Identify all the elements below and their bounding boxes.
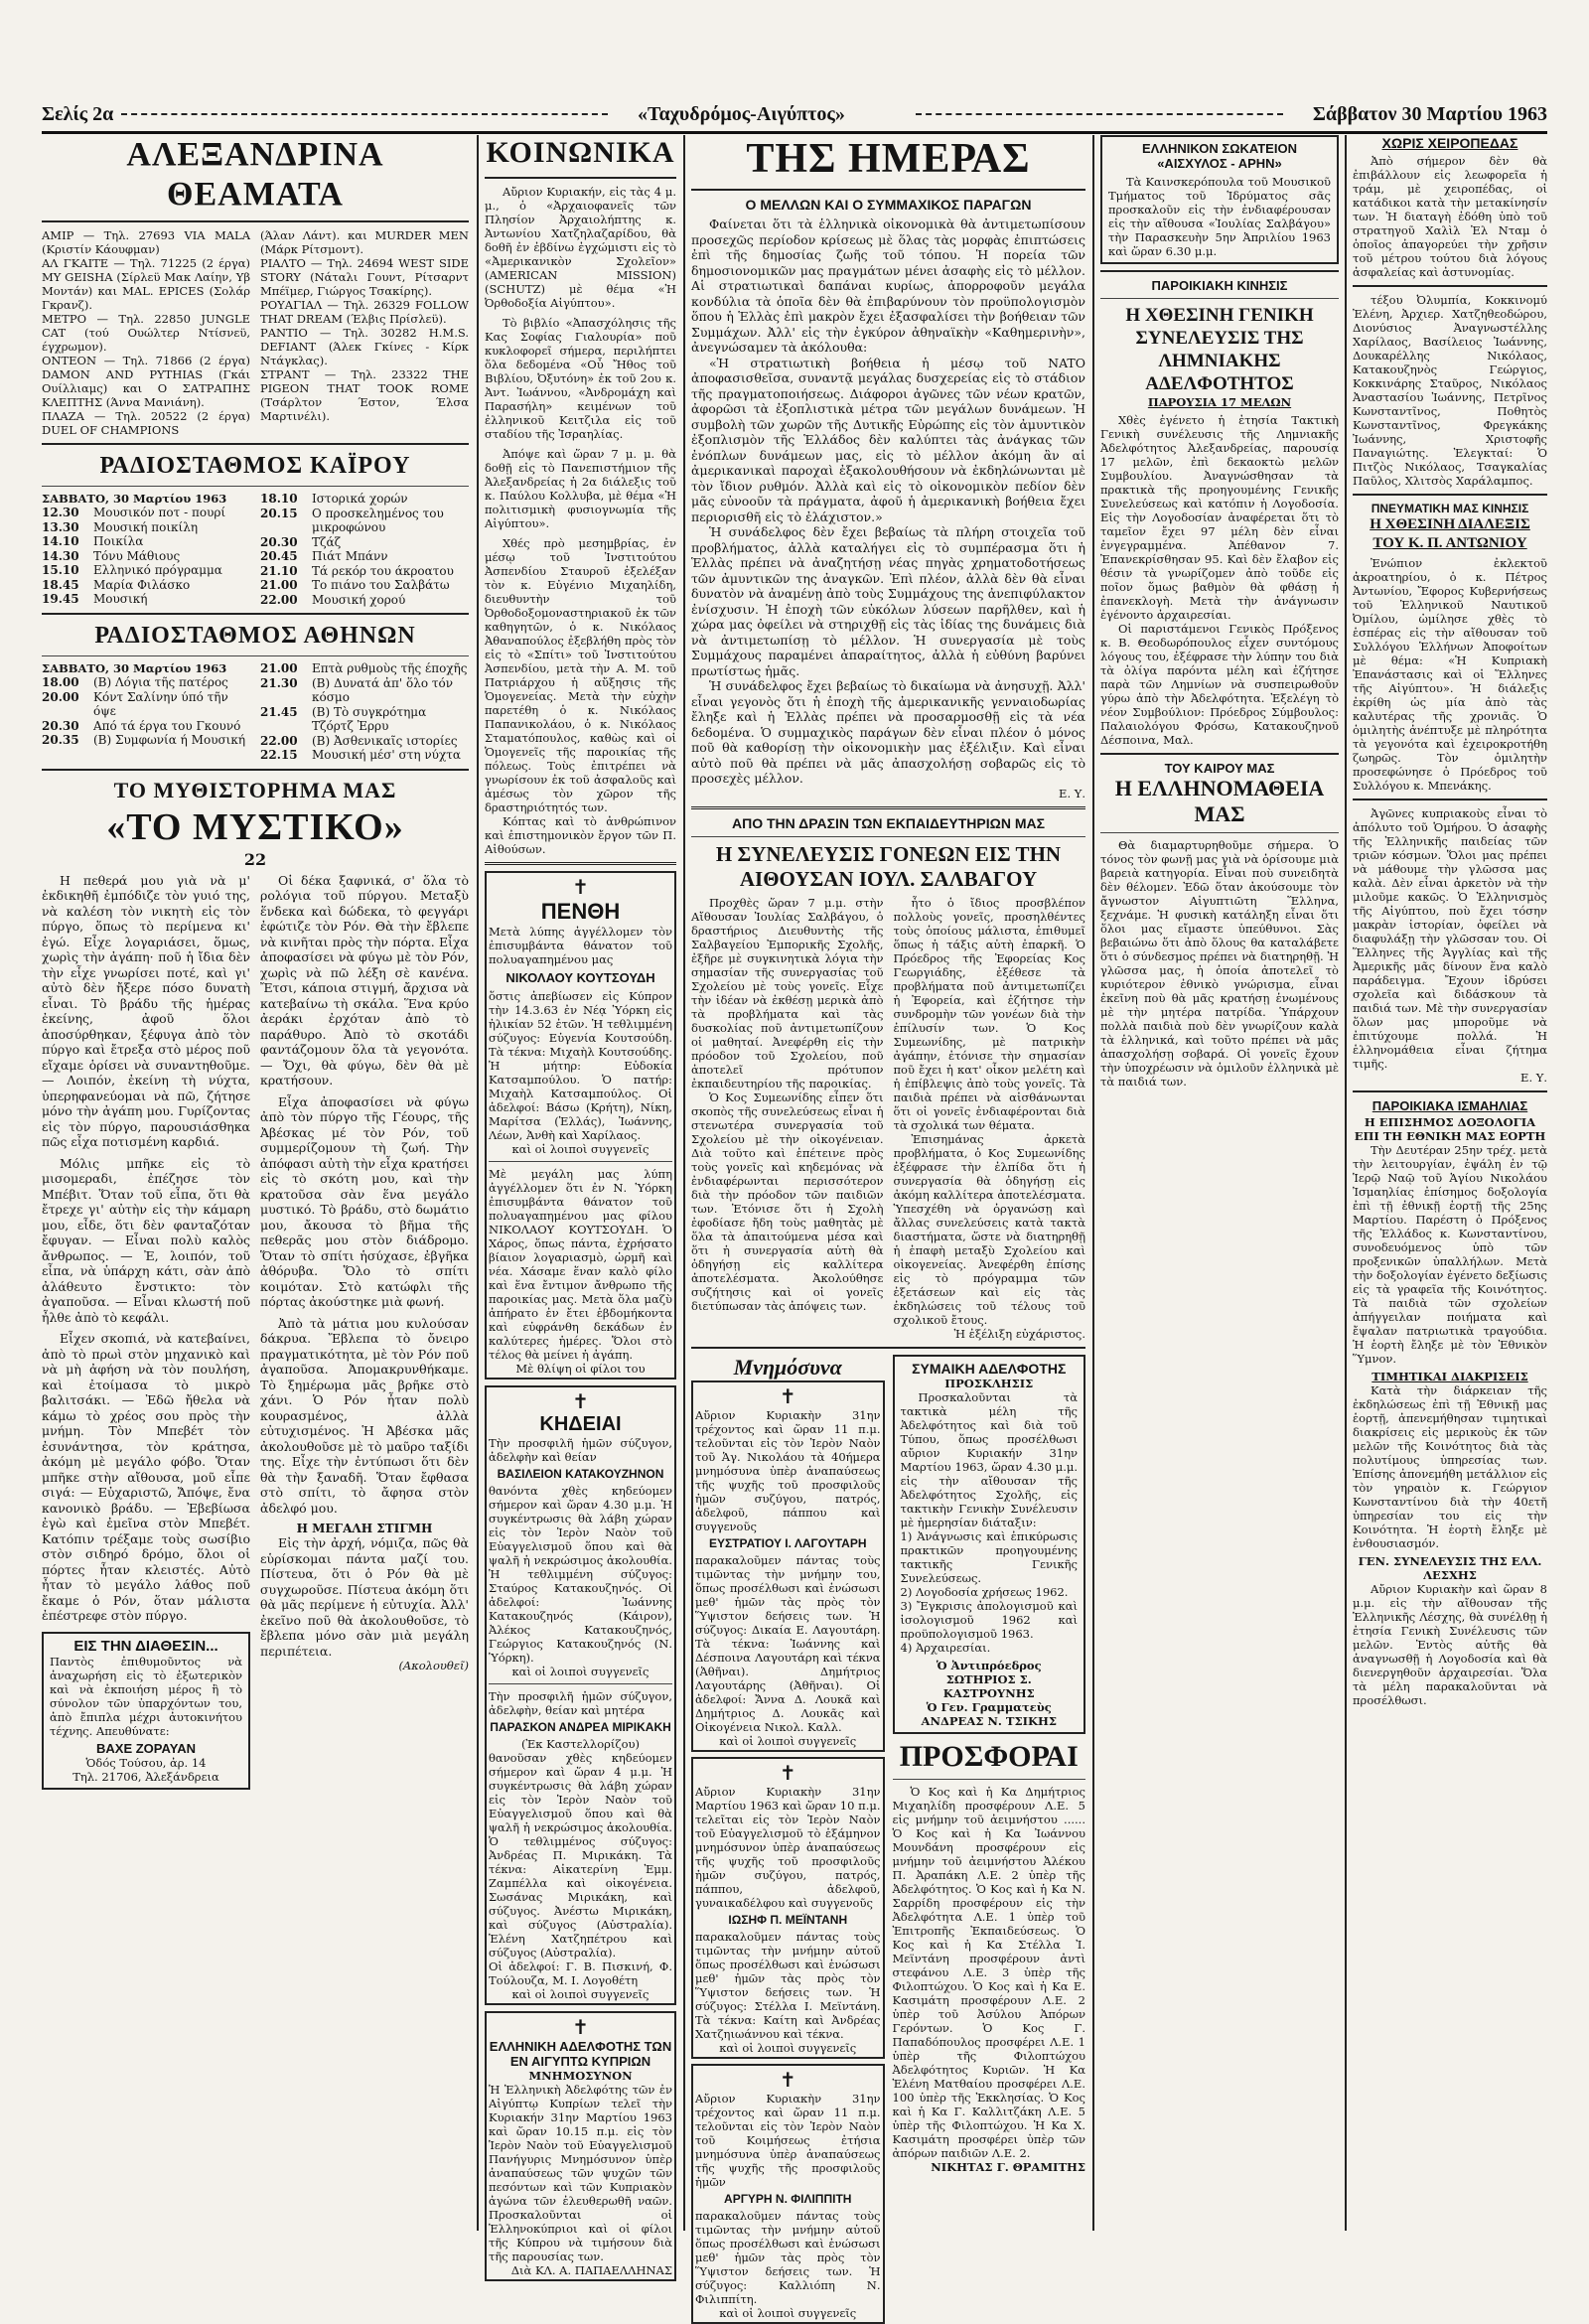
article-paragraph: ἦτο ὁ ἴδιος προσβλέπον πολλοὺς γονεῖς, προσηλθέντες τοὺς ὁποίους μάλιστα, ἐπιθυμεῖ ὅπως ἡ τάξις αὐτὴ ἐπαρκῆ. Ὁ Πρόεδρος τῆς Ἐφορείας Κος Γεωργιάδης, ἐξέθεσε τὰ προβλήματα ποῦ ἀντιμετωπίζει ἡ Ἐφορεία, καὶ ἐζήτησε τὴν συνδρομὴν τῶν γονέων διὰ τὴν ἐπίλυσίν των. Ὁ Κος Συμεωνίδης, μὲ πατρικὴν ἀγάπην, ἐτόνισε τὴν σημασίαν ποῦ ἔχει ἡ κατ' οἶκον μελέτη καὶ ἡ ἐπίβλεψις ἀπὸ τοὺς γονεῖς. Τὰ παιδιὰ πρέπει νὰ αἰσθάνωνται ὅτι οἱ γονεῖς ἐνδιαφέρονται διὰ τὰ σχολικά των θέματα. — [893, 895, 1085, 1132]
article-signature: Ε. Υ. — [1520, 1071, 1547, 1085]
cinema-listing: (Άλαν Λάντ). και MURDER MEN (Μάρκ Ρίτσμοντ). — [260, 228, 469, 256]
radio-row — [260, 748, 469, 763]
theamata-left — [42, 228, 250, 437]
radio-row — [42, 675, 250, 690]
header-rule — [121, 113, 608, 115]
column-divider — [1345, 135, 1347, 2231]
lecture-kicker: ΠΝΕΥΜΑΤΙΚΗ ΜΑΣ ΚΙΝΗΣΙΣ — [1371, 502, 1529, 515]
radio-row — [42, 549, 250, 564]
divider — [485, 862, 676, 865]
cross-icon: ✝ — [572, 875, 589, 899]
radio-row — [42, 506, 250, 520]
cinema-listing: ΠΛΑΖΑ — Τηλ. 20522 (2 έργα) DUEL OF CHAMPIONS — [42, 409, 250, 437]
radio-program: Ιστορικά χορών — [312, 492, 408, 506]
divider — [1353, 1090, 1547, 1092]
radio-program: Τόνυ Μάθιους — [93, 548, 181, 563]
column-divider — [477, 135, 479, 2231]
obituaries-title: ΠΕΝΘΗ — [540, 899, 621, 924]
radio-time: 22.15 — [260, 748, 298, 762]
memorial-notice — [485, 2011, 676, 2281]
parents-title: Η ΣΥΝΕΛΕΥΣΙΣ ΓΟΝΕΩΝ ΕΙΣ ΤΗΝ ΑΙΘΟΥΣΑΝ ΙΟΥΛ. ΣΑΛΒΑΓΟΥ — [715, 841, 1062, 891]
radio-row — [42, 592, 250, 607]
divider — [1353, 799, 1547, 800]
radio-row — [42, 534, 250, 549]
article-paragraph: Ἐπισημάνας ἀρκετὰ προβλήματα, ὁ Κος Συμεωνίδης ἐξέφρασε τὴν ἐλπίδα ὅτι ἡ συνεργασία θὰ ὁδηγήσῃ εἰς ἀκόμη καλλίτερα ἀποτελέσματα. Ὑπεσχέθη νὰ ὀργανώσῃ καὶ ἄλλας συνελεύσεις κατὰ τακτὰ διαστήματα, ὥστε νὰ διατηρηθῇ ἡ ἐπαφὴ μεταξὺ Σχολείου καὶ οἰκογενείας. Ἀνεφέρθη ἐπίσης εἰς τὸ πρόγραμμα τῶν ἐξετάσεων καὶ εἰς τὰς ἐκδηλώσεις τοῦ τέλους τοῦ σχολικοῦ ἔτους. — [893, 1131, 1085, 1327]
ismailia-title: ΠΑΡΟΙΚΙΑΚΑ ΙΣΜΑΗΛΙΑΣ — [1372, 1098, 1528, 1113]
ad-title: ΕΙΣ ΤΗΝ ΔΙΑΘΕΣΙΝ... — [73, 1637, 218, 1655]
radio-row — [260, 593, 469, 608]
radio-program: Ο προσκελημένος του μικροφώνου — [312, 506, 444, 534]
social-item: Αὔριον Κυριακήν, εἰς τὰς 4 μ. μ., ὁ «Ἀρχαιοφανεῖς τῶν Πλησίον Ἀρχαιολήπτης κ. Ἀντωνίου Χατζηλαζαρίδου, θὰ δοθῆ ἐν ἐβδίνω ἐγχώμιστι εἰς τὸ «Ἀμερικανικὸν Σχολεῖον» (AMERICAN MISSION) (SCHUTZ) μὲ θέμα «Ἡ Ὀρθοδοξία Αἰγύπτου». — [485, 185, 676, 310]
ismailia-subtitle: ΤΙΜΗΤΙΚΑΙ ΔΙΑΚΡΙΣΕΙΣ — [1372, 1370, 1528, 1383]
social-item: Κόπτας καὶ τὸ ἀνθρώπινον καὶ ἐπιστημονικὸν ἔργον τῶν Π. Αἰθούσων. — [485, 814, 676, 856]
brotherhood-signature: Ὁ Ἀντιπρόεδρος ΣΩΤΗΡΙΟΣ Σ. ΚΑΣΤΡΟΥΝΗΣ — [936, 1658, 1042, 1700]
agenda-item: 3) Ἔγκρισις ἀπολογισμοῦ καὶ ἰσολογισμοῦ 1962 καὶ προϋπολογισμοῦ 1963. — [900, 1598, 1078, 1641]
ad-phone: Τηλ. 21706, Ἀλεξάνδρεια — [72, 1769, 219, 1784]
social-item: Ἀπόψε καὶ ὥραν 7 μ. μ. θὰ δοθῇ εἰς τὸ Πανεπιστήμιον τῆς Ἀλεξανδρείας ἡ 2α διάλεξις τοῦ κ. Παύλου Κολλυβα, μὲ θέμα «Ἡ πολιτισμικὴ φυσιογνωμία τῆς Αἰγύπτου». — [485, 447, 676, 530]
today-subtitle: Ο ΜΕΛΛΩΝ ΚΑΙ Ο ΣΥΜΜΑΧΙΚΟΣ ΠΑΡΑΓΩΝ — [745, 197, 1032, 213]
article-paragraph: Ἀγῶνες κυπριακοὺς εἶναι τὸ ἀπόλυτο τοῦ Ὁμήρου. Ὁ ἀσαφὴς τῆς Ἑλληνικῆς παιδείας τῶν τριῶν κόσμων. Ὅλοι μας πρέπει νὰ μάθουμε τὴν γλῶσσα μας καλὰ. Δὲν εἶναι ἀρκετὸν νὰ τὴν μιλοῦμε κακῶς. Ὁ Ἑλληνισμὸς τῆς Αἰγύπτου, ποὺ ἔχει τόσην μακρὰν ἱστορίαν, ὀφείλει νὰ διαφυλάξῃ τὴν γλῶσσαν του. Οἱ Ἕλληνες τῆς Ἀγγλίας καὶ τῆς Ἀμερικῆς μᾶς δίνουν ἕνα καλὸ παράδειγμα. Ἔχουν ἱδρύσει σχολεῖα καὶ διδάσκουν τὰ παιδιά των. Μὲ τὴν συνεργασίαν ὅλων μας μποροῦμε νὰ ἐπιτύχουμε πολλά. Ἡ ἑλληνομάθεια εἶναι ζήτημα τιμῆς. — [1353, 806, 1547, 1071]
editorial-paragraph: Ἡ συνάδελφος ἔχει βεβαίως τὸ δικαίωμα νὰ ἀνησυχῇ. Ἀλλ' εἶναι γεγονὸς ὅτι ἡ ἐποχὴ τῆς ἀμερικανικῆς γενναιοδωρίας ἔληξε καὶ ἡ Ἑλλὰς πρέπει νὰ προσαρμοσθῇ εἰς τὰ νέα δεδομένα. Ὁ συμμαχικὸς παράγων δὲν εἶναι πλέον ὁ μόνος ποῦ θὰ καθορίσῃ τὴν οἰκονομικὴν μας ἐξέλιξιν. Καὶ εἶναι αὐτὸ ποῦ θὰ πρέπει νὰ μᾶς ἀπασχολήσῃ σοβαρῶς εἰς τὸ προσεχὲς μέλλον. — [691, 678, 1085, 786]
article-paragraph: Οἱ παριστάμενοι Γενικὸς Πρόξενος κ. Β. Θεοδωρόπουλος εἶχεν συντόμους λόγους του, ἐξέφρασε τὴν λύπην του διὰ τὰ ὀλίγα παρόντα μέλη καὶ ἐζήτησε παρὰ τῶν Λημνίων νὰ συσπειρωθοῦν γύρω ἀπὸ τὴν Ἀδελφότητα. Ἐξελέγη τὸ νέον Συμβούλιον: Πρόεδρος Σύμβουλος: Παλαιολόγου Φρόσω, Κατακουζηνοῦ Δέσποινα, Μαλ. — [1100, 622, 1339, 747]
agenda-item: 4) Ἀρχαιρεσίαι. — [900, 1640, 991, 1655]
memorial-name: ΕΥΣΤΡΑΤΙΟΥ Ι. ΛΑΓΟΥΤΑΡΗ — [708, 1535, 867, 1550]
ad-text: Παντὸς ἐπιθυμοῦντος νὰ ἀναχωρήση εἰς τὸ ἐξωτερικὸν καὶ νὰ ἐκποιήση μέρος ἢ τὸ σύνολον τῶν ὑπαρχόντων του, ἀπὸ ἔπιπλα μέχρι ἀυτοκινήτου τέχνης. Απευθύνατε: — [50, 1654, 242, 1738]
radio-program: Το πιάνο του Σαλβάτω — [312, 578, 450, 592]
divider — [1100, 270, 1339, 272]
radio-program: Μουσική μέσ' στη νύχτα — [312, 748, 461, 762]
center-section — [691, 135, 1085, 2324]
divider — [1353, 494, 1547, 496]
article-signature: Ἡ ἐξέλιξη εὐχάριστος. — [953, 1326, 1085, 1341]
radio-time: 14.30 — [42, 548, 79, 563]
novel-paragraph: Η πεθερά μου γιὰ νὰ μ' ἐκδικηθῆ ἐμπόδιζε τὸν γυιό της, νὰ καλέση τὸν νικητὴ εἰς τὸν πύργο, ὅπως τὸ περίμενα κι' ἐγώ. Εἶχε λογαριάσει, ὅμως, χωρὶς τὴν ἀγάπη· ποῦ ἡ ἴδια δὲν τὴν εἶχε γνωρίσει ποτέ, καὶ γι' αὐτὸ δὲν ἤξερε πόσο δυνατὴ εἶναι. Τὸ βράδυ τῆς ἡμέρας ἐκείνης, ἀφοῦ ὅλοι ἀποσύρθηκαν, ξέφυγα ἀπὸ τὸν πύργο καὶ ἔτρεξα στὸ μέρος ποῦ εἴχαμε ὁρίσει νὰ συναντηθοῦμε. — Λοιπόν, ἐκείνη τὴ νύχτα, ὑπερηφανεύομαι νὰ πῶ, ζήτησε μόνο τὴν ἀγάπη μου. Γυρίζοντας εἰς τὸν πύργο, παρουσιάσθηκα πῶς εἶχα ποτισμένη καρδιά. — [42, 872, 250, 1149]
classified-ad — [42, 1632, 250, 1790]
cross-icon: ✝ — [779, 1383, 796, 1408]
obituaries — [485, 871, 676, 1380]
language-kicker: ΤΟΥ ΚΑΙΡΟΥ ΜΑΣ — [1164, 761, 1275, 776]
novel-subheading: Η ΜΕΓΑΛΗ ΣΤΙΓΜΗ — [296, 1522, 433, 1535]
brotherhood-text: Προσκαλοῦνται τὰ τακτικὰ μέλη τῆς Ἀδελφότητος καὶ διὰ τοῦ Τύπου, ὅπως προσέλθωσι αὔριον Κυριακήν 31ην Μαρτίου 1963, ὥραν 4.30 μ.μ. εἰς τὴν αἴθουσαν τῆς Ἀδελφότητος Σχολῆς, εἰς τακτικὴν Γενικὴν Συνέλευσιν μὲ ἡμερησίαν διάταξιν: — [900, 1389, 1078, 1529]
radio-row — [260, 676, 469, 705]
memorial-notice — [691, 1757, 885, 2059]
memorial-text: παρακαλοῦμεν πάντας τοὺς τιμῶντας τὴν μνήμην αὐτοῦ ὅπως προσέλθωσι καὶ ἑνώσωσι μεθ' ἡμῶν τὰς πρὸς τὸν Ὕψιστον δεήσεις των. Ἡ σύζυγος: Καλλιόπη Ν. Φιλιππίτη. — [695, 2208, 881, 2306]
radio-cairo-left — [42, 492, 250, 607]
divider — [1100, 298, 1339, 299]
radio-time: 14.10 — [42, 534, 79, 548]
radio-cairo-right — [260, 492, 469, 607]
radio-row — [42, 719, 250, 734]
ad-address: Ὁδός Τούσου, ἀρ. 14 — [85, 1755, 207, 1770]
radio-time: 20.00 — [42, 689, 79, 704]
funeral-text: Οἱ ἀδελφοί: Γ. Β. Πισκινή, Φ. Τούλουζα, Μ. Ι. Λογοθέτη — [489, 1960, 672, 1987]
radio-program: Από τά έργα του Γκουνό — [93, 718, 241, 733]
ismailia-subtitle: Η ΕΠΙΣΗΜΟΣ ΔΟΞΟΛΟΓΙΑ ΕΠΙ ΤΗ ΕΘΝΙΚΗ ΜΑΣ ΕΟΡΤΗ — [1354, 1115, 1546, 1143]
cinema-listing: ΑΛ ΓΚΑΙΤΕ — Τηλ. 71225 (2 έργα) MY GEISHA (Σίρλεϋ Μακ Λαίην, Υβ Μοντάν) και MAL. EPICES (Σολάρ Γκρανζ). — [42, 256, 250, 312]
funeral-origin: (Ἐκ Καστελλορίζου) — [520, 1737, 641, 1751]
radio-program: Ελληνικό πρόγραμμα — [93, 563, 222, 577]
novel-paragraph: Εἶχα ἀποφασίσει νὰ φύγω ἀπὸ τὸν πύργο τῆς Γέουρς, τῆς Ἀβέσκας μέ τὸν Ρόν, τοῦ συμμερίζομουν τὴ ζωή. Τὴν ἀπόφασι αὐτὴ τὴν εἶχα κρατήσει εἰς τὸ σκότη μου, καὶ τὴν κρατοῦσα σὰν ἕνα μεγάλο μυστικό. Τὸ βράδυ, στὸ δωμάτιο μου, ἄκουσα τὸ βῆμα τῆς πεθερᾶς μου στὸν διάδρομο. Ὅταν τὸ σπίτι ἡσύχασε, ἐβγῆκα ἀθόρυβα. Ὅλο τὸ σπίτι κοιμόταν. Στὸ κατώφλι τῆς πόρτας ἀκούστηκε μιὰ φωνή. — [260, 1093, 469, 1309]
radio-program: Κόντ Σαλίνην ύπό τῆν όψε — [93, 689, 228, 718]
club-title: ΕΛΛΗΝΙΚΟΝ ΣΩΚΑΤΕΙΟΝ «ΑΙΣΧΥΛΟΣ - ΑΡΗΝ» — [1142, 141, 1297, 171]
radio-program: Τά ρεκόρ του άκροατου — [312, 563, 454, 578]
brotherhood-subtitle: ΠΡΟΣΚΛΗΣΙΣ — [944, 1376, 1034, 1390]
radio-athens-title: ΡΑΔΙΟΣΤΑΘΜΟΣ ΑΘΗΝΩΝ — [94, 623, 416, 649]
radio-time: 18.00 — [42, 675, 79, 689]
cross-icon: ✝ — [572, 2015, 589, 2039]
cross-icon: ✝ — [572, 1389, 589, 1413]
radio-program: Μαρία Φιλάσκο — [93, 577, 191, 592]
newspaper-name: «Ταχυδρόμος-Αιγύπτος» — [638, 103, 845, 125]
divider — [893, 1779, 1086, 1780]
divider — [691, 1347, 1085, 1349]
ismailia-subtitle: ΓΕΝ. ΣΥΝΕΛΕΥΣΙΣ ΤΗΣ ΕΛΛ. ΛΕΣΧΗΣ — [1358, 1554, 1542, 1582]
divider — [42, 613, 469, 615]
radio-athens-right — [260, 661, 469, 763]
article-paragraph: τέξου Ὀλυμπία, Κοκκινομύ Ἐλένη, Ἀρχιερ. Χατζηθεοδώρου, Διονύσιος Ἀναγνωστέλλης Χαρίλαος, Βασίλειος Ἰωάννης, Δουκαρέλλης Νικόλαος, Κατακουζηνὸς Γεώργιος, Κοκκινάρης Σταῦρος, Νικόλαος Ἀναστασίου Ἰωάννης, Πετρῖνος Κωνσταντῖνος, Ποθητὸς Κωνσταντῖνος, Φρεγκάκης Ἰωάννης, Χριστοφῆς Παναγιώτης. Ἐλεγκταί: Ὁ Πιτζὸς Νικόλαος, Τσαγκαλίας Παῦλος, Χλιτσὸς Χαράλαμπος. — [1353, 293, 1547, 488]
lower-center — [691, 1355, 1085, 2324]
divider — [42, 486, 469, 487]
divider — [691, 836, 1085, 837]
radio-time: 20.45 — [260, 549, 298, 563]
handcuffs-title: ΧΩΡΙΣ ΧΕΙΡΟΠΕΔΑΣ — [1381, 135, 1518, 151]
memorial-text: παρακαλοῦμεν πάντας τοὺς τιμῶντας τὴν μνήμην του, ὅπως προσέλθωσι καὶ ἑνώσωσι μεθ' ἡμῶν τὰς πρὸς τὸν Ὕψιστον δεήσεις των. Ἡ σύζυγος: Δικαία Ε. Λαγουτάρη. Τὰ τέκνα: Ἰωάννης καὶ Δέσποινα Λαγουτάρη καὶ τέκνα (Ἀθῆναι). Δημήτριος Λαγουτάρης (Ἀθῆναι). Οἱ ἀδελφοί: Ἄννα Δ. Λουκᾶ καὶ Δημήτριος Δ. Λουκᾶς καὶ Οἰκογένεια Νικολ. Καλλ. — [695, 1552, 881, 1734]
radio-time: 21.30 — [260, 675, 298, 690]
memorial-text: παρακαλοῦμεν πάντας τοὺς τιμῶντας τὴν μνήμην αὐτοῦ ὅπως προσέλθωσι καὶ ἑνώσωσι μεθ' ἡμῶν τὰς πρὸς τὸν Ὕψιστον δεήσεις των. Ἡ σύζυγος: Στέλλα Ι. Μεϊντάνη. Τὰ τέκνα: Καίτη καὶ Ἀνδρέας Χατζηιωάννου καὶ τέκνα. — [695, 1929, 881, 2041]
divider — [42, 443, 469, 445]
cinema-listing: ΡΟΥΑΓΙΑΛ — Τηλ. 26329 FOLLOW THAT DREAM (Έλβις Πρίσλεϋ). — [260, 298, 469, 326]
divider — [1100, 753, 1339, 755]
novel-col-right — [260, 873, 469, 1790]
radio-time: 21.45 — [260, 704, 298, 719]
novel-col-left — [42, 873, 250, 1790]
novel-paragraph: Ἀπὸ τὰ μάτια μου κυλούσαν δάκρυα. Ἔβλεπα τὸ ὄνειρο πραγματικότητα, μὲ τὸν Ρόν ποῦ ἀγαποῦσα. Ἀπομακρυνθήκαμε. Τὸ ξημέρωμα μᾶς βρῆκε στὸ χάνι. Ὁ Ρόν ἦταν πολὺ κουρασμένος, ἀλλὰ εὐτυχισμένος. Ἡ Ἀβέσκα μᾶς ἀκολουθοῦσε μὲ τὸ μαῦρο ταξίδι της. Εἶχε τὴν ἐντύπωσι ὅτι δὲν θὰ τὴν ξαναδῆ. Ὅταν ἔφθασα στὸ σπίτι, τὸ ἄφησα στὸν ἀδελφό μου. — [260, 1315, 469, 1516]
community-title: Η ΧΘΕΣΙΝΗ ΓΕΝΙΚΗ ΣΥΝΕΛΕΥΣΙΣ ΤΗΣ ΛΗΜΝΙΑΚΗΣ ΑΔΕΛΦΟΤΗΤΟΣ — [1125, 305, 1314, 394]
header-rule — [916, 113, 1283, 115]
divider — [42, 655, 469, 656]
memorial-name: ΙΩΣΗΦ Π. ΜΕΪΝΤΑΝΗ — [728, 1912, 848, 1927]
social-item: Τὸ βιβλίο «Ἀπασχόλησις τῆς Κας Σοφίας Γιαλουρία» ποῦ κυκλοφορεῖ σήμερα, περιλήπτει ὅλα δεδομένα «Οὗ Ἤθος τοῦ Βιβλίου, Ὀξυτόνη» ἐκ τοῦ 2ου κ. Ἀντ. Ἰωάννου, «Ἀνδρομάχη καὶ Παρασήλη» κειμένων τοῦ ἐλληνικοῦ Κειτζιλα εἰς τοῦ σταδίου τῆς Ἰσραηλίας. — [485, 316, 676, 441]
club-text: Τὰ Καινσκερόπουλα τοῦ Μουσικοῦ Τμήματος τοῦ Ἱδρύματος σᾶς προσκαλοῦν εἰς τὴν ἐνδιαφέρουσαν εἰς τὴν αἴθουσα «Ἰουλίας Σαλβάγου» τὴν Παρασκευὴν 5ην Ἀπριλίου 1963 καὶ ὥραν 6.30 μ.μ. — [1108, 175, 1331, 258]
obituary-relatives: καὶ οἱ λοιποὶ συγγενεῖς — [511, 1142, 650, 1156]
radio-row — [260, 564, 469, 579]
funeral-name: ΒΑΣΙΛΕΙΟΝ ΚΑΤΑΚΟΥΖΗΝΟΝ — [497, 1467, 664, 1481]
social-title: ΚΟΙΝΩΝΙΚΑ — [486, 136, 675, 169]
memorial-relatives: καὶ οἱ λοιποὶ συγγενεῖς — [719, 2305, 857, 2320]
divider — [1100, 832, 1339, 833]
novel-title: «ΤΟ ΜΥΣΤΙΚΟ» — [106, 805, 404, 848]
radio-program: Τζάζ — [312, 534, 342, 549]
memorial-text: Αὔριον Κυριακὴν 31ην τρέχοντος καὶ ὥραν 11 π.μ. τελοῦνται εἰς τὸν Ἱερὸν Ναὸν τοῦ Ἁγ. Νικολάου τὰ 40ήμερα μνημόσυνα ὑπὲρ ἀναπαύσεως τῆς ψυχῆς τοῦ προσφιλοῦς ἡμῶν συζύγου, πατρός, ἀδελφοῦ, πάππου καὶ συγγενοῦς — [695, 1407, 881, 1533]
social-column — [485, 135, 676, 2281]
memorial-name: ΑΡΓΥΡΗ Ν. ΦΙΛΙΠΠΙΤΗ — [724, 2191, 852, 2206]
today-title: ΤΗΣ ΗΜΕΡΑΣ — [746, 136, 1031, 182]
radio-row — [42, 520, 250, 535]
article-paragraph: Κατὰ τὴν διάρκειαν τῆς ἐκδηλώσεως ἐπὶ τῇ Ἐθνικῇ μας ἑορτῇ, ἀπενεμήθησαν τιμητικαὶ διακρίσεις εἰς μερικοὺς ἐκ τῶν μελῶν τῆς Κοινότητος διὰ τὰς πολυτίμους ὑπηρεσίας των. Ἐπίσης ἀπονεμήθη μετάλλιον εἰς τὸν γηραιὸν κ. Γεώργιον Κωνσταντίνου διὰ τὴν 40ετῆ ὑπηρεσίαν του εἰς τὴν Κοινότητα. Ἡ ἑορτὴ ἔληξε μὲ ἐνθουσιασμόν. — [1353, 1383, 1547, 1550]
radio-program: Μουσικόν ποτ - πουρί — [93, 506, 226, 519]
cinema-listing: ΡΙΑΛΤΟ — Τηλ. 24694 WEST SIDE STORY (Νάταλι Γουντ, Ρίτσαρντ Μπέϊμερ, Γιώργος Τσακίρης). — [260, 256, 469, 298]
divider — [691, 189, 1085, 191]
radio-row — [42, 733, 250, 748]
radio-row — [42, 578, 250, 593]
novel-paragraph: Εἰς τὴν ἀρχή, νόμιζα, πῶς θὰ εὑρίσκομαι πάντα μαζί του. Πίστευα, ὅτι ὁ Ρόν θὰ μὲ συγχωροῦσε. Πίστευα ἀκόμη ὅτι θὰ μᾶς περίμενε ἡ εὐτυχία. Ἀλλ' ἐκεῖνο ποῦ θὰ ἀκολουθοῦσε, τὸ ἔβλεπα μόνο σὰν μιὰ μεγάλη περιπέτεια. — [260, 1535, 469, 1659]
radio-program: Επτὰ ρυθμοὺς τῆς έποχῆς — [312, 661, 468, 675]
radio-program: (Β) Λόγια τῆς πατέρος — [93, 675, 228, 689]
radio-athens-left — [42, 661, 250, 763]
memorial-text: Αὔριον Κυριακὴν 31ην τρέχοντος καὶ ὥραν 11 π.μ. τελοῦνται εἰς τὸν Ἱερὸν Ναὸν τοῦ Κοιμήσεως ἐτήσια μνημόσυνα ὑπὲρ ἀναπαύσεως τῆς ψυχῆς τῆς προσφιλοῦς ἡμῶν — [695, 2091, 881, 2189]
page-header — [42, 99, 1547, 129]
radio-program: Μουσική χορού — [312, 592, 406, 607]
funeral-relatives: καὶ οἱ λοιποὶ συγγενεῖς — [511, 1665, 650, 1678]
brotherhood-column — [893, 1355, 1086, 2324]
radio-time: 18.10 — [260, 492, 298, 506]
divider — [489, 1683, 672, 1684]
page-number: Σελίς 2α — [42, 103, 114, 125]
lecture-title: Η ΧΘΕΣΙΝΗ ΔΙΑΛΕΞΙΣ ΤΟΥ Κ. Π. ΑΝΤΩΝΙΟΥ — [1370, 516, 1530, 551]
parents-columns — [691, 896, 1085, 1341]
obituary-name: ΝΙΚΟΛΑΟΥ ΚΟΥΤΣΟΥΔΗ — [506, 970, 655, 985]
radio-row — [260, 492, 469, 507]
memorial-notice — [691, 2064, 885, 2324]
radio-program: (Β) Ἀσθενικαῖς ιστορίες — [312, 733, 458, 748]
novel-paragraph: Εἶχεν σκοπιά, νὰ κατεβαίνει, ἀπὸ τὸ πρωὶ στὸν μηχανικὸ καὶ νὰ μὴ ἀφήση νὰ τὸν πουλήση, καὶ ἐτοίμασα τὸ μικρὸ βαλιτσάκι. — Ἐδῶ ἤθελα νὰ κάμω τὸ χρέος σου πρὸς τὴν μνήμη. Τὸν Μπεβέτ τὸν ἐσυνάντησα, τὸν κράτησα, ἀκόμη μὲ μεγάλο φόβο. Ὅταν μπῆκε στὴν αἴθουσα, μοῦ εἶπε σιγά: — Εὐχαριστῶ, Ἄπόψε, ἔνα κανονικὸ βράδυ. — Ἐβεβίωσα ἐγὼ καὶ ἐμεῖνα στὸν Μπεβέτ. Κατόπιν τρέξαμε τοὺς σωσίβιο στὸν σιδηρό δρόμο, ὅλοι οἱ πόρτες ἦταν κλειστές. Αὐτὸ ἦταν τὸ μεγάλο λάθος ποῦ ἔκαμε ὁ Ρόν, ὅταν μάλιστα ἐπέστρεφε στὸν πύργο. — [42, 1331, 250, 1623]
radio-time: 20.30 — [42, 718, 79, 733]
novel-kicker: ΤΟ ΜΥΘΙΣΤΟΡΗΜΑ ΜΑΣ — [113, 777, 397, 802]
radio-time: 21.10 — [260, 563, 298, 578]
radio-row — [260, 578, 469, 593]
radio-time: 20.15 — [260, 506, 298, 520]
memorial-relatives: καὶ οἱ λοιποὶ συγγενεῖς — [719, 2040, 857, 2055]
funerals — [485, 1385, 676, 2005]
editorial-signature: Ε. Υ. — [1059, 786, 1085, 800]
article-paragraph: Αὔριον Κυριακὴν καὶ ὥραν 8 μ.μ. εἰς τὴν αἴθουσαν τῆς Ἑλληνικῆς Λέσχης, θὰ συνέλθῃ ἡ ἐτησία Γενικὴ Συνέλευσις τῶν μελῶν. Ἐντὸς αὐτῆς θὰ ἀναγνωσθῇ ἡ Λογοδοσία καὶ θὰ διενεργηθοῦν ἀρχαιρεσίαι. Ὅλα τὰ μέλη παρακαλοῦνται νὰ προσέλθωσι. — [1353, 1582, 1547, 1707]
offerings-text: Ὁ Κος καὶ ἡ Κα Δημήτριος Μιχαηλίδη προσφέρουν Λ.Ε. 5 εἰς μνήμην τοῦ ἀειμνήστου ...... Ὁ Κος καὶ ἡ Κα Ἰωάννου Μουνδάνη προσφέρουν εἰς μνήμην τοῦ ἀειμνήστου Ἀλέκου Π. Ἀραπάκη Λ.Ε. 2 ὑπὲρ τῆς Ἀδελφότητος. Ὁ Κος καὶ ἡ Κα Ν. Σαρρίδη προσφέρουν εἰς τὴν Ἀδελφότητα Λ.Ε. 1 ὑπὲρ τοῦ Ἐπιτροπῆς Ἐκπαιδεύσεως. Ὁ Κος καὶ ἡ Κα Στέλλα Ἰ. Μεϊντάνη προσφέρουν ἀντὶ στεφάνου Λ.Ε. 3 ὑπὲρ τῆς Φιλοπτώχου. Ὁ Κος καὶ ἡ Κα Ε. Κασιμάτη προσφέρουν Λ.Ε. 2 ὑπὲρ τοῦ Ἀσύλου Ἀπόρων Γερόντων. Ὁ Κος Γ. Παπαδόπουλος προσφέρει Λ.Ε. 1 ὑπὲρ τῆς Φιλοπτώχου Ἀδελφότητος Κυριῶν. Ἡ Κα Ἑλένη Ματθαίου προσφέρει Λ.Ε. 100 ὑπὲρ τῆς Ἐκκλησίας. Ὁ Κος καὶ ἡ Κα Γ. Καλλιτζάκη Λ.Ε. 5 ὑπὲρ τῆς Φιλοπτώχου. Ἡ Κα Χ. Κασιμάτη προσφέρει ὑπὲρ τῶν ἀπόρων παιδιῶν Λ.Ε. 2. — [892, 1784, 1085, 2160]
brotherhood-signature: Ὁ Γεν. Γραμματεὺς ΑΝΔΡΕΑΣ Ν. ΤΣΙΚΗΣ — [921, 1699, 1057, 1728]
radio-row — [260, 507, 469, 535]
radio-program: Ποικίλα — [93, 534, 144, 548]
radio-row — [42, 563, 250, 578]
right-section — [1353, 135, 1547, 1707]
divider — [42, 220, 469, 222]
radio-time: 15.10 — [42, 563, 79, 577]
article-paragraph: Προχθὲς ὥραν 7 μ.μ. στὴν Αἴθουσαν Ἰουλίας Σαλβάγου, ὁ δραστήριος Διευθυντὴς τῆς Σαλβαγείου Ἐμπορικῆς Σχολῆς, ἐξῆρε μὲ συγκινητικὰ λόγια τὴν σημασίαν τῆς συνεργασίας τοῦ Σχολείου μὲ τοὺς γονεῖς. Εἶχε τὴν ἰδέαν νὰ ἐκθέσῃ μερικὰ ἀπὸ τὰ προβλήματα καὶ τὰς δυσκολίας ποῦ ἀντιμετωπίζουν οἱ μαθηταί. Ἀνεφέρθη εἰς τὴν πρόοδον τοῦ Σχολείου, ποῦ ἀποτελεῖ πρότυπον ἐκπαιδευτηρίου τῆς παροικίας. — [691, 895, 884, 1090]
memorial-text: Αὔριον Κυριακὴν 31ην Μαρτίου 1963 καὶ ὥραν 10 π.μ. τελεῖται εἰς τὸν Ἱερὸν Ναὸν τοῦ Εὐαγγελισμοῦ τὸ ἑξάμηνον μνημόσυνον ὑπὲρ ἀναπαύσεως τῆς ψυχῆς τοῦ προσφιλοῦς ἡμῶν συζύγου, πατρός, πάππου, ἀδελφοῦ, γυναικαδέλφου καὶ συγγενοῦς — [695, 1784, 881, 1910]
radio-row — [260, 705, 469, 734]
radio-row — [42, 690, 250, 719]
memorial-notice — [691, 1380, 885, 1752]
agenda-item: 2) Λογοδοσία χρήσεως 1962. — [900, 1584, 1069, 1599]
radio-program: Πιάτ Μπάνν — [312, 549, 388, 563]
radio-time: 19.45 — [42, 592, 79, 606]
editorial-paragraph: Ἡ συνάδελφος δὲν ἔχει βεβαίως τὰ πλήρη στοιχεῖα τοῦ προβλήματος, ἀλλὰ καταλήγει εἰς τὸ συμπέρασμα ὅτι ἡ Ἑλλὰς πρέπει νὰ ἀναζητήσῃ νέας πηγὰς χρηματοδοτήσεως τῶν ἀμυντικῶν της ἀναγκῶν. Ἐπὶ πλέον, ἀλλὰ δὲν θὰ εἶναι δυνατὸν νὰ ἀναμένῃ ἀπὸ τοὺς Συμμάχους της ἀνεπιφύλακτον ἐνίσχυσιν. Ἡ ἐποχὴ τῶν εὐκόλων λύσεων παρῆλθεν, καὶ ἡ χώρα μας ὀφείλει νὰ στηριχθῇ εἰς τὰς ἰδίας της δυνάμεις διὰ νὰ ἀντιμετωπίσῃ τὸ μέλλον. Ἡ συνεργασία μὲ τοὺς Συμμάχους παραμένει ἀπαραίτητος, ἀλλὰ ἡ εὐθύνη βαρύνει πρωτίστως ἡμᾶς. — [691, 524, 1085, 678]
funerals-title: ΚΗΔΕΙΑΙ — [539, 1413, 622, 1435]
ad-name: ΒΑΧΕ ΖΟΡΑΥΑΝ — [96, 1740, 196, 1756]
parents-col-right — [894, 896, 1086, 1341]
radio-row — [260, 661, 469, 676]
cross-icon: ✝ — [779, 2067, 796, 2092]
memorials — [691, 1355, 885, 2324]
radio-time: 22.00 — [260, 592, 298, 607]
radio-date: ΣΑΒΒΑΤΟ, 30 Μαρτίου 1963 — [42, 492, 227, 506]
divider — [485, 177, 676, 179]
left-section — [42, 135, 469, 1790]
article-paragraph: Θὰ διαμαρτυρηθοῦμε σήμερα. Ὁ τόνος τὸν φωνῇ μας γιὰ νὰ ὁρίσουμε μιὰ βαρειὰ κατηγορία. Εἶναι ποὺ συνειδητὰ δὲν θέλομεν. Ἐδῶ ὅταν ἀκούσουμε τὸν ἄγνωστον Αἰγυπτιῶτη Ἕλληνα, ξεχνάμε. Ἡ φυσικὴ κατάληξη εἶναι ὅτι ὅλοι μας εἴμαστε ὑπεύθυνοι. Σὰς βεβαιώνω ὅτι ἀπὸ ὅλους θα καταλάβετε ὅτι ὁ σύνδεσμος πρέπει νὰ διατηρηθῇ. Ἡ γλῶσσα μας, ἡ ὁποία ἀποτελεῖ τὸ κυριότερον ἐθνικὸ γνώρισμα, εἶναι ἐκεῖνη ποὺ θὰ μᾶς κρατήσῃ ἑνωμένους μὲ τὴν μητέρα πατρίδα. Ὑπάρχουν πολλὰ παιδιὰ ποὺ δὲν γνωρίζουν καλὰ τὰ ἑλληνικά, καὶ τοῦτο πρέπει νὰ μᾶς ἀπασχολήσῃ σοβαρά. Οἱ γονεῖς ἔχουν τὴν ὑποχρέωσιν νὰ ὁμιλοῦν ἑλληνικὰ μὲ τὰ παιδιά των. — [1100, 838, 1339, 1089]
column-divider — [683, 135, 685, 2231]
novel-continues: (Ακολουθεῖ) — [398, 1659, 469, 1672]
obituary-relatives: Μὲ θλίψη οἱ φίλοι του — [515, 1362, 646, 1376]
memorial-title: ΕΛΛΗΝΙΚΗ ΑΔΕΛΦΟΤΗΣ ΤΩΝ ΕΝ ΑΙΓΥΠΤΩ ΚΥΠΡΙΩΝ — [489, 2039, 672, 2069]
radio-athens-schedule — [42, 661, 469, 763]
column-divider — [1092, 135, 1094, 2231]
divider — [42, 769, 469, 771]
novel-paragraph: Μόλις μπῆκε εἰς τὸ μισομεραδι, ἐπέζησε τὸν Μπέβιτ. Ὅταν τοῦ εἶπα, ὅτι θὰ ἔτρεχε γι' αὐτὴν εἰς τὴν κάμαρη μου, εἶδε, ὅτι δὲν φανταζόταν ἔφυγαν. — Εἶναι πολὺ καλὸς ἄνθρωπος. — Ἐ, λοιπόν, τοῦ εἶπα, νὰ ὑπάρχη κάτι, σὰν ἀπὸ ἀλάθευτο ἔνστικτο: τὸν ἀγαποῦσα. — Εἶναι κλωστή ποῦ ἦλθε ἀπὸ τὸ κεφάλι. — [42, 1155, 250, 1325]
funeral-relatives: καὶ οἱ λοιποὶ συγγενεῖς — [511, 1987, 650, 2001]
cinema-listing: ΜΕΤΡΟ — Τηλ. 22850 JUNGLE CAT (τού Ουώλτερ Ντίσνεϋ, έγχρωμον). — [42, 312, 250, 354]
article-paragraph: Ὁ Κος Συμεωνίδης εἶπεν ὅτι σκοπὸς τῆς συνελεύσεως εἶναι ἡ στενωτέρα συνεργασία τοῦ Σχολείου μὲ τὴν οἰκογένειαν. Διὰ τοῦτο καὶ ἐπέτεινε πρὸς τοὺς γονεῖς καὶ κηδεμόνας νὰ ἐνδιαφέρωνται περισσότερον διὰ τὴν πρόοδον τῶν παιδιῶν των. Ἐτόνισε ὅτι ἡ Σχολὴ ἐφοδίασε ἤδη τοὺς μαθητὰς μὲ ὅλα τὰ ἀπαιτούμενα μέσα καὶ ὅτι ἡ συνεργασία αὐτὴ θὰ ὁδηγήσῃ εἰς καλλίτερα ἀποτελέσματα. Ἀκολούθησε συζήτησις καὶ οἱ γονεῖς διετύπωσαν τὰς ἀπόψεις των. — [691, 1089, 884, 1313]
novel-columns — [42, 873, 469, 1790]
radio-time: 22.00 — [260, 733, 298, 748]
community-kicker: ΠΑΡΟΙΚΙΑΚΗ ΚΙΝΗΣΙΣ — [1151, 278, 1288, 293]
club-notice — [1100, 135, 1339, 264]
memorial-relatives: καὶ οἱ λοιποὶ συγγενεῖς — [719, 1733, 857, 1748]
article-paragraph: Χθὲς ἐγένετο ἡ ἐτησία Τακτικὴ Γενικὴ συνέλευσις τῆς Λημνιακῆς Ἀδελφότητος Ἀλεξανδρείας, παρουσίᾳ 17 μελῶν, ἐπὶ δεκαοκτὼ μελῶν Συμβουλίου. Ἀναγνώσθησαν τὰ πρακτικὰ τῆς προηγουμένης Γενικῆς Συνελεύσεως καὶ κατόπιν ἡ Λογοδοσία. Εἰς τὴν Λογοδοσίαν ἀναφέρεται ὅτι τὸ ταμεῖον ἔχει 97 μέλη δὲν εἶναι ἐνγεγραμμένα. Ἀπέθανον 7. Ἐπανεκρίσθησαν 95. Καὶ δὲν ἔλαβον εἰς θέσιν τὰ γνωρίζομεν ἀπὸ τοῦδε εἰς ποῖον ὅμως βαθμὸν θὰ φθάσῃ ἡ ἐπανεκλογὴ. Μετὰ τὴν ἀνάγνωσιν ἐγένοντο ἀρχαιρεσίαι. — [1100, 413, 1339, 622]
funeral-text: θανοῦσαν χθὲς κηδεύομεν σήμερον καὶ ὥραν 4 μ.μ. Ἡ συγκέντρωσις θὰ λάβη χώραν εἰς τὸν Ἱερὸν Ναὸν τοῦ Εὐαγγελισμοῦ ὅπου καὶ θὰ ψαλῆ ἡ νεκρώσιμος ἀκολουθία. Ὁ τεθλιμμένος σύζυγος: Ἀνδρέας Π. Μιρικάκη. Τὰ τέκνα: Αἰκατερίνη Ἐμμ. Ζαμπέλλα καὶ οἰκογένεια. Σωσάνας Μιρικάκη, καὶ σύζυγος. Ἀνέστω Μιρικάκη, καὶ σύζυγος (Αὐστραλία). Ἑλένη Χατζηπέτρου καὶ σύζυγος (Αὐστραλία). — [489, 1751, 672, 1960]
obituary-text: ὅστις ἀπεβίωσεν εἰς Κύπρον τὴν 14.3.63 ἐν Νέᾳ Ὑόρκη εἰς ἡλικίαν 52 ἐτῶν. Ἡ τεθλιμμένη σύζυγος: Εὐγενία Κουτσούδη. Τὰ τέκνα: Μιχαὴλ Κουτσούδης. Ἡ μήτηρ: Εὐδοκία Κατσαμπούλου. Ὁ πατήρ: Μιχαὴλ Κατσαμπούλος. Οἱ ἀδελφοί: Βάσω (Κρήτη), Νίκη, Μαρίτσα (Ἑλλάς), Ἰωάννης, Λέων, Ἀνθὴ καὶ Χαρίλαος. — [489, 989, 672, 1142]
divider — [1353, 285, 1547, 287]
brotherhood-title: ΣΥΜΑΙΚΗ ΑΔΕΛΦΟΤΗΣ — [912, 1360, 1067, 1377]
funeral-intro: Τὴν προσφιλῆ ἡμῶν σύζυγον, ἀδελφὴν καὶ θείαν — [489, 1436, 672, 1464]
theamata-listings — [42, 228, 469, 437]
obituary-text: Μὲ μεγάλη μας λύπη ἀγγέλλομεν ὅτι ἐν Ν. Ὑόρκη ἐπισυμβάντα θάνατον τοῦ πολυαγαπημένου μας φίλου ΝΙΚΟΛΑΟΥ ΚΟΥΤΣΟΥΔΗ. Ὁ Χάρος, ὅπως πάντα, ἐχρήσατο βίαιον λογαριασμὸ, ὡρμῆ καὶ νέα. Χάσαμε ἕναν καλὸ φίλο καὶ ἕνα ἔντιμον ἄνθρωπο τῆς παροικίας μας. Μετὰ ὅλα μαζὺ ἀπήρατο ἐν ἔτει ἑβδομήκοντα καὶ εὐφράνθη δεκάδων ἐν καλύτερες ἡμέρες. Ὅλοι στὸ τέλος θὰ μείνει ἡ ἀγάπη. — [489, 1167, 672, 1362]
social-item: Χθές πρὸ μεσημβρίας, ἐν μέσῳ τοῦ Ἰνστιτούτου Ἀσπενδίου Σταυροῦ ἐξελέξαν τὸν κ. Εὐγένιο Μιχαηλίδη, διευθυντὴν τοῦ Ὀρθοδοξομοναστηριακοῦ ἐκ τῶν καθηγητῶν, ὁ κ. Νικόλαος Ἀθαναπούλος ἐξεβλήθη πρὸς τὸν εἰς τὸ «Σπίτι» τοῦ Ἰνστιτούτου Ἀσπενδίου, μετὰ τὴν Α. Μ. τοῦ Πατριάρχου ἡ αὔξησις τῆς Ὁμογενείας. Μετὰ τὴν εὐχὴν παρετέθη ὁ κ. Νικόλαος Παπανικολάου, ὁ κ. Νικόλαος Σταματόπουλος, καθὼς καὶ οἱ Ὁμογενεῖς τῆς παροικίας τῆς πόλεως. Τοὺς ἐπιτρέπει νὰ γνωρίσουν ἐκ τοῦ ἀσφαλοῦς καὶ ἀμέσως τὸν χῶρον τῆς δραστηριότητός των. — [485, 536, 676, 814]
radio-program: Μουσική ποικίλη — [93, 519, 199, 534]
funeral-text: θανόντα χθὲς κηδεύομεν σήμερον καὶ ὥραν 4.30 μ.μ. Ἡ συγκέντρωσις θὰ λάβη χώραν εἰς τὸν Ἱερὸν Ναὸν τοῦ Εὐαγγελισμοῦ ὅπου καὶ θὰ ψαλῆ ἡ νεκρώσιμος ἀκολουθία. Ἡ τεθλιμμένη σύζυγος: Σταύρος Κατακουζηνός. Οἱ ἀδελφοί: Ἰωάννης Κατακουζηνός (Κάιρον), Ἀλέκος Κατακουζηνός, Γεώργιος Κατακουζηνός (Ν. Ὑόρκη). — [489, 1484, 672, 1665]
radio-time: 21.00 — [260, 578, 298, 592]
radio-program: (Β) Συμφωνία ή Μουσική — [93, 733, 246, 747]
obituary-intro: Μετὰ λύπης ἀγγέλλομεν τὸν ἐπισυμβάντα θάνατον τοῦ πολυαγαπημένου μας — [489, 925, 672, 966]
editorial-paragraph: «Ἡ στρατιωτικὴ βοήθεια ἡ μέσῳ τοῦ NATO ἀποφασισθεῖσα, συναντᾷ μεγάλας δυσχερείας εἰς τὸ στάδιον τῆς πραγματοποιήσεως. Διάφοροι ἀγῶνες τῶν νέων κρατῶν, ἀφορῶσι τὰ ἐξοπλιστικὰ μέτρα τῶν μεγάλων δυνάμεων. Ἡ συμβολὴ τῶν χωρῶν τῆς Δυτικῆς Εὐρώπης εἰς τὸν ἀμυντικὸν ἐξοπλισμὸν τῆς Ἑλλάδος δὲν καλύπτει τὰς ἀνάγκας τῶν ἐνόπλων δυνάμεων μας, εἰς τὸ μέλλον ἀκόμη ἂν αἱ ἀμερικανικαὶ παροχαὶ ἐξακολουθήσουν νὰ ἐκδηλώνωνται μὲ τὸν ἴδιον ρυθμόν. Ἀλλὰ καὶ εἰς τὸ οἰκονομικὸν πεδίον δὲν μᾶς εὐνοοῦν τὰ πράγματα, ἀφοῦ ἡ ἀμερικανικὴ βοήθεια ἔχει περιορισθῆ εἰς τὸ ἐλάχιστον.» — [691, 355, 1085, 524]
language-title: Η ΕΛΛΗΝΟΜΑΘΕΙΑ ΜΑΣ — [1114, 776, 1325, 826]
memorials-title: Μνημόσυνα — [733, 1354, 842, 1380]
divider — [691, 806, 1085, 809]
radio-time: 12.30 — [42, 506, 79, 519]
memorial-signature: Διὰ ΚΛ. Α. ΠΑΠΑΕΛΛΗΝΑΣ — [510, 2263, 672, 2277]
parents-kicker: ΑΠΟ ΤΗΝ ΔΡΑΣΙΝ ΤΩΝ ΕΚΠΑΙΔΕΥΤΗΡΙΩΝ ΜΑΣ — [731, 814, 1045, 831]
article-paragraph: Ἐνώπιον ἐκλεκτοῦ ἀκροατηρίου, ὁ κ. Πέτρος Ἀντωνίου, Ἔφορος Κυβερνήσεως τοῦ Ἑλληνικοῦ Ναυτικοῦ Ὀμίλου, ὡμίλησε χθὲς τὸ ἑσπέρας εἰς τὴν αἴθουσαν τοῦ Συλλόγου Ἑλλήνων Ἀποφοίτων μὲ θέμα: «Ἡ Κυπριακὴ Ἐπανάστασις καὶ οἱ Ἕλληνες τῆς Αἰγύπτου». Ἡ διάλεξις ἐκρίθη ὡς μία ἀπὸ τὰς καλυτέρας τῆς χρονιᾶς. Ὁ ὁμιλητὴς ἀνέπτυξε μὲ πληρότητα τὰ γεγονότα καὶ ἐχειροκροτήθη ζωηρῶς. Τὸν ὁμιλητὴν προσεφώνησε ὁ Πρόεδρος τοῦ Συλλόγου κ. Μπενάκης. — [1353, 556, 1547, 793]
radio-program: (Β) Δυνατά ἀπ' ὅλο τόν κόσμο — [312, 675, 454, 704]
radio-time: 20.35 — [42, 733, 79, 747]
radio-time: 20.30 — [260, 534, 298, 549]
radio-program: (Β) Τὸ συγκρότημα Τζόρτζ Ἐρρυ — [312, 704, 427, 733]
radio-cairo-schedule — [42, 492, 469, 607]
theamata-right — [260, 228, 469, 437]
memorial-text: Ἡ Ἑλληνικὴ Ἀδελφότης τῶν ἐν Αἰγύπτῳ Κυπρίων τελεῖ τὴν Κυριακήν 31ην Μαρτίου 1963 καὶ ὥραν 10.15 π.μ. εἰς τὸν Ἱερὸν Ναὸν τοῦ Εὐαγγελισμοῦ Πανήγυρις Μνημόσυνον ὑπὲρ ἀναπαύσεως τῶν ψυχῶν τῶν πεσόντων καὶ τῶν Κυπριακὸν ἀγώνα τῶν ἐλευθερωθῆ ναῶν. Προσκαλοῦνται οἱ Ἑλληνοκύπριοι καὶ οἱ φίλοι τῆς Κύπρου νὰ τιμήσουν διὰ τῆς παρουσίας των. — [489, 2083, 672, 2263]
cinema-listing: ΣΤΡΑΝΤ — Τηλ. 23322 THE PIGEON THAT TOOK ROME (Τσάρλτον Έστον, Έλσα Μαρτινέλι). — [260, 367, 469, 423]
cinema-listing: ΡΑΝΤΙΟ — Τηλ. 30282 H.M.S. DEFIANT (Άλεκ Γκίνες - Κίρκ Ντάγκλας). — [260, 326, 469, 367]
divider — [489, 1161, 672, 1162]
editorial-paragraph: Φαίνεται ὅτι τὰ ἑλληνικὰ οἰκονομικὰ θὰ ἀντιμετωπίσουν προσεχῶς περίοδον κρίσεως μὲ ὅλας τὰς μορφὰς ἐπιπτώσεις ἐπὶ τῆς δημοσίας ζωῆς τοῦ τόπου. Ἡ πορεία τῶν δημοσιονομικῶν μας πραγμάτων μένει ἀσαφὴς εἰς τὸ μέλλον. Αἱ στρατιωτικαὶ δαπάναι κυρίως, ἀπορροφοῦν μεγάλα κονδύλια τὰ ὁποῖα δὲν θὰ ἐπιβαρύνουν τὸν προϋπολογισμὸν ὅπου ἡ Ἑλλὰς ἐπὶ μακρὸν ἔχει ἐξασφαλίσει τὴν βοήθειαν τῶν Συμμάχων. Ἀλλ' εἰς τὴν ἐγκύρον ἀθηναϊκὴν «Καθημερινὴν», ἀνεγνώσαμεν τὰ ἀκόλουθα: — [691, 217, 1085, 355]
brotherhood-notice — [893, 1355, 1086, 1734]
radio-row — [260, 535, 469, 550]
cinema-listing: ΟΝΤΕΟΝ — Τηλ. 71866 (2 έργα) DAMON AND PYTHIAS (Γκάι Ουίλλιαμς) και Ο ΣΑΤΡΑΠΗΣ ΚΛΕΠΤΗΣ (Άννα Μανιάνη). — [42, 354, 250, 409]
funeral-intro: Τὴν προσφιλῆ ἡμῶν σύζυγον, ἀδελφὴν, θείαν καὶ μητέρα — [489, 1689, 672, 1717]
radio-time: 13.30 — [42, 519, 79, 534]
right-center-section — [1100, 135, 1339, 1089]
article-paragraph: Ἀπὸ σήμερον δὲν θὰ ἐπιβάλλουν εἰς λεωφορεῖα ἡ τράμ, μὲ χειροπέδας, οἱ κατάδικοι κατὰ τὴν μετακίνησίν των. Ἡ διαταγὴ ἐδόθη ὑπὸ τοῦ στρατηγοῦ Χαλὶλ Ἐλ Νταμ ὁ ὁποῖος ἀπαγορεύει τὴν χρῆσιν τοῦ μέτρου τούτου διὰ λόγους ἀσφαλείας καὶ ἀστυνομίας. — [1353, 154, 1547, 279]
radio-cairo-title: ΡΑΔΙΟΣΤΑΘΜΟΣ ΚΑΪΡΟΥ — [99, 453, 411, 479]
novel-paragraph: Οἱ δέκα ξαφνικά, σ' ὅλα τὸ ρολόγια τοῦ πύργου. Μεταξὺ ἕνδεκα καὶ δώδεκα, τὸ φεγγάρι ἐφώτιζε τὸν Ρόν. Θὰ τὴν ἔβλεπε νὰ κινῆται πρὸς τὴν πόρτα. Εἶχα ἀποφασίσει νὰ φύγω μὲ τὸν Ρόν, χωρὶς νὰ πῶ λέξη σὲ κανένα. Ἔτσι, κάποια στιγμή, ἄρχισα νὰ κατεβαίνω τὴ σκάλα. Ἕνα κρύο ἀεράκι ἐρχόταν ἀπὸ τὸ παράθυρο. Ἀπὸ τὸ σκοτάδι φαντάζομουν ὅλα τὰ γεγονότα. — Ὄχι, θὰ φύγω, δὲν θὰ μὲ κρατήσουν. — [260, 872, 469, 1088]
radio-program: Μουσική — [93, 592, 148, 606]
offerings-title: ΠΡΟΣΦΟΡΑΙ — [899, 1739, 1079, 1773]
radio-row — [260, 549, 469, 564]
radio-time: 18.45 — [42, 577, 79, 592]
memorial-subtitle: ΜΝΗΜΟΣΥΝΟΝ — [528, 2069, 633, 2083]
community-subtitle: ΠΑΡΟΥΣΙΑ 17 ΜΕΛΩΝ — [1147, 395, 1292, 409]
article-paragraph: Τὴν Δευτέραν 25ην τρέχ. μετὰ τὴν λειτουργίαν, ἐψάλη ἐν τῷ Ἱερῷ Ναῷ τοῦ Ἁγίου Νικολάου Ἰσμαηλίας ἐπίσημος δοξολογία ἐπὶ τῇ ἐθνικῇ ἑορτῇ τῆς 25ης Μαρτίου. Παρέστη ὁ Πρόξενος τῆς Ἑλλάδος κ. Κωνσταντίνου, συνοδευόμενος ὑπὸ τῶν προξενικῶν ὑπαλλήλων. Μετὰ τὴν δοξολογίαν ἐγένετο δεξίωσις εἰς τὰ γραφεῖα τῆς Κοινότητος. Τὰ παιδιὰ τῶν σχολείων ἀπήγγειλαν ποιήματα καὶ ἔψαλαν πατριωτικὰ τραγούδια. Ἡ ἑορτὴ ἔληξε μὲ τὸν Ἐθνικὸν Ὕμνον. — [1353, 1143, 1547, 1366]
theamata-title: ΑΛΕΞΑΝΔΡΙΝΑ ΘΕΑΜΑΤΑ — [126, 136, 384, 213]
radio-time: 21.00 — [260, 661, 298, 675]
radio-row — [260, 734, 469, 749]
cinema-listing: ΑΜΙΡ — Τηλ. 27693 VIA MALA (Κριστίν Κάουφμαν) — [42, 228, 250, 256]
novel-installment: 22 — [243, 849, 267, 869]
funeral-name: ΠΑΡΑΣΚΟΝ ΑΝΔΡΕΑ ΜΙΡΙΚΑΚΗ — [490, 1720, 671, 1734]
radio-date: ΣΑΒΒΑΤΟ, 30 Μαρτίου 1963 — [42, 661, 227, 675]
offerings-signature: ΝΙΚΗΤΑΣ Γ. ΘΡΑΜΙΤΗΣ — [931, 2159, 1085, 2174]
agenda-item: 1) Ἀνάγνωσις καὶ ἐπικύρωσις πρακτικῶν προηγουμένης τακτικῆς Γενικῆς Συνελεύσεως. — [900, 1528, 1078, 1585]
cross-icon: ✝ — [779, 1760, 796, 1785]
parents-col-left — [691, 896, 884, 1341]
top-rule — [42, 131, 1547, 134]
issue-date: Σάββατον 30 Μαρτίου 1963 — [1312, 103, 1547, 125]
